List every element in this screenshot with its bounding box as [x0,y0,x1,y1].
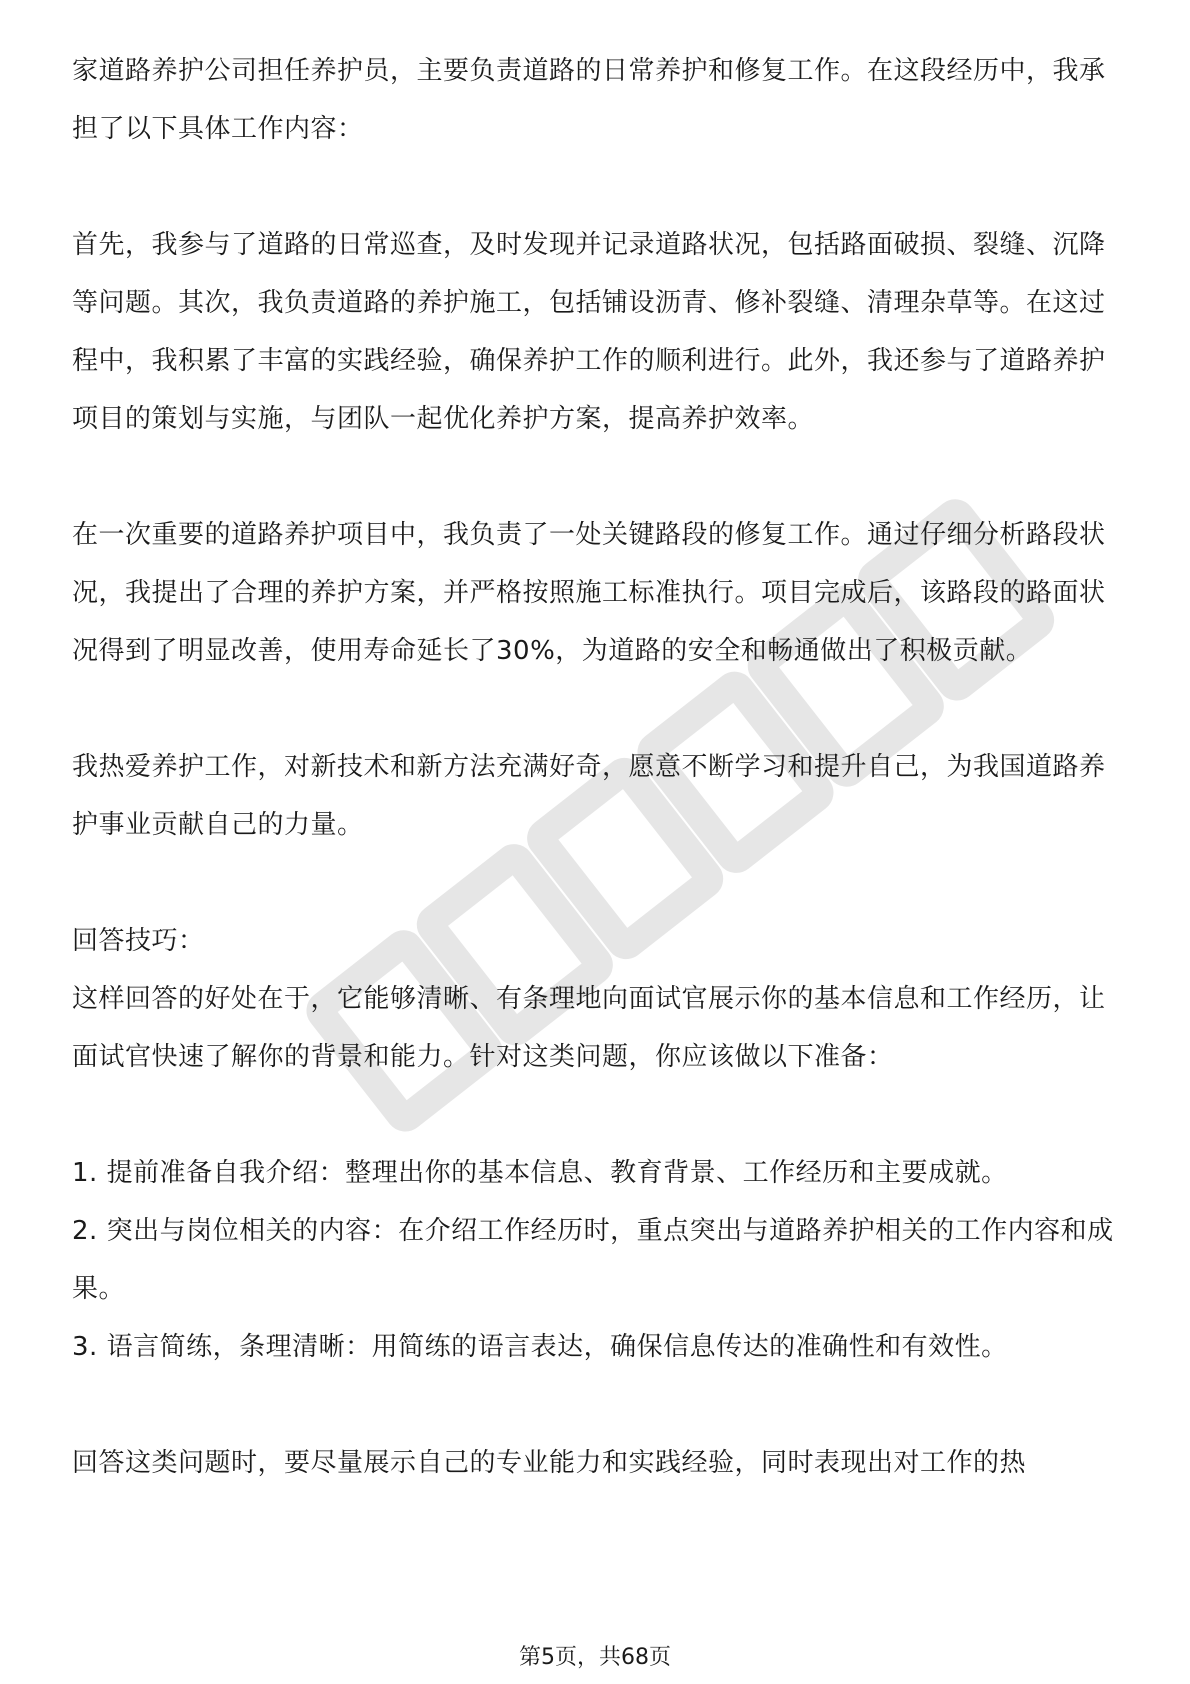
document-body [72,42,1122,1492]
list-item: 1. 提前准备自我介绍：整理出你的基本信息、教育背景、工作经历和主要成就。 [72,1158,1008,1188]
paragraph-passion: 我热爱养护工作，对新技术和新方法充满好奇，愿意不断学习和提升自己，为我国道路养护事业贡献自己的力量。 [72,752,1106,840]
tips-list [72,1144,1122,1376]
tips-heading: 回答技巧： [72,926,205,956]
paragraph-tips: 这样回答的好处在于，它能够清晰、有条理地向面试官展示你的基本信息和工作经历，让面试官快速了解你的背景和能力。针对这类问题，你应该做以下准备： [72,984,1106,1072]
paragraph-closing: 回答这类问题时，要尽量展示自己的专业能力和实践经验，同时表现出对工作的热 [72,1448,1027,1478]
page-number: 第5页，共68页 [519,1645,671,1670]
list-item: 3. 语言简练，条理清晰：用简练的语言表达，确保信息传达的准确性和有效性。 [72,1332,1008,1362]
list-item: 2. 突出与岗位相关的内容：在介绍工作经历时，重点突出与道路养护相关的工作内容和成果。 [72,1216,1114,1304]
paragraph-project: 在一次重要的道路养护项目中，我负责了一处关键路段的修复工作。通过仔细分析路段状况，我提出了合理的养护方案，并严格按照施工标准执行。项目完成后，该路段的路面状况得到了明显改善，使用寿命延长了30%，为道路的安全和畅通做出了积极贡献。 [72,520,1106,666]
paragraph-duties: 首先，我参与了道路的日常巡查，及时发现并记录道路状况，包括路面破损、裂缝、沉降等问题。其次，我负责道路的养护施工，包括铺设沥青、修补裂缝、清理杂草等。在这过程中，我积累了丰富的实践经验，确保养护工作的顺利进行。此外，我还参与了道路养护项目的策划与实施，与团队一起优化养护方案，提高养护效率。 [72,230,1106,434]
paragraph-intro: 家道路养护公司担任养护员，主要负责道路的日常养护和修复工作。在这段经历中，我承担了以下具体工作内容： [72,56,1106,144]
